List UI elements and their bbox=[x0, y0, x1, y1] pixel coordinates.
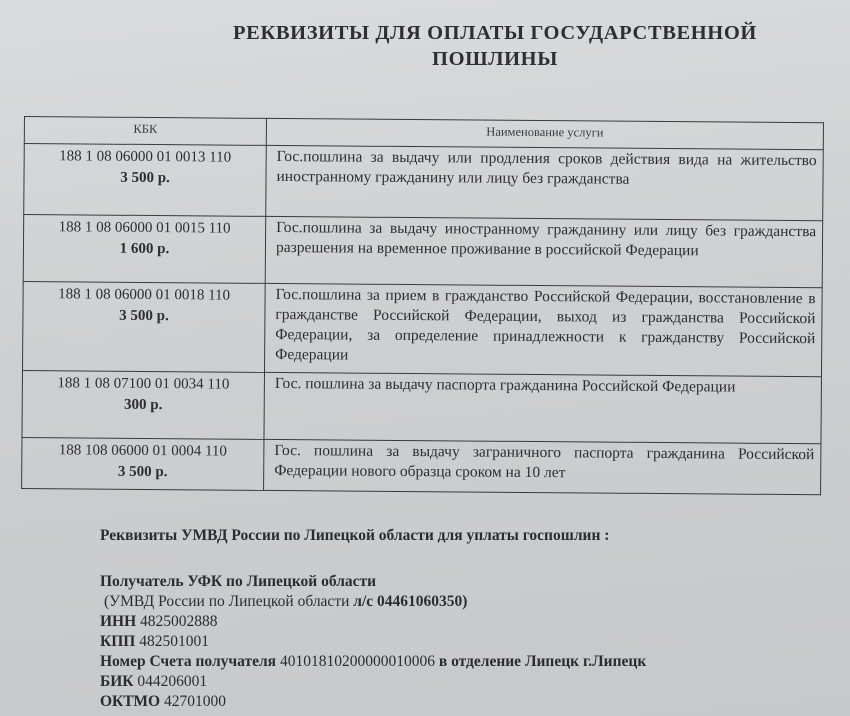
kpp-label: КПП bbox=[100, 633, 136, 650]
oktmo-line bbox=[100, 692, 840, 712]
service-name: Гос.пошлина за выдачу иностранному гражданину или лицу без гражданства разрешения на временное проживание в российской Федерации bbox=[265, 216, 823, 287]
fee-amount: 3 500 р. bbox=[120, 169, 170, 187]
kbk-cell bbox=[22, 437, 264, 490]
account-line bbox=[100, 652, 840, 672]
bik-label: БИК bbox=[100, 673, 134, 690]
fee-amount: 300 р. bbox=[124, 396, 163, 414]
table-row bbox=[22, 437, 821, 494]
inn-label: ИНН bbox=[100, 613, 137, 630]
kbk-cell bbox=[22, 370, 265, 439]
recipient-line: Получатель УФК по Липецкой области bbox=[100, 573, 377, 590]
requisites-heading: Реквизиты УМВД России по Липецкой области для уплаты госпошлин : bbox=[100, 527, 610, 544]
inn-line bbox=[100, 612, 840, 632]
inn-value: 4825002888 bbox=[140, 613, 218, 630]
kpp-value: 482501001 bbox=[139, 633, 209, 650]
kpp-line bbox=[100, 632, 840, 652]
kbk-cell bbox=[23, 215, 266, 284]
table-row bbox=[24, 144, 824, 221]
bik-line bbox=[100, 672, 840, 692]
recipient-detail-prefix: (УМВД России по Липецкой области bbox=[104, 593, 350, 610]
fees-table bbox=[21, 116, 824, 495]
account-value: 40101810200000010006 bbox=[279, 653, 435, 670]
fee-amount: 3 500 р. bbox=[119, 307, 169, 325]
bik-value: 044206001 bbox=[137, 673, 208, 690]
kbk-code: 188 108 06000 01 0004 110 bbox=[58, 442, 228, 460]
table-row bbox=[22, 370, 822, 443]
kbk-code: 188 1 08 06000 01 0018 110 bbox=[58, 286, 231, 304]
account-label: Номер Счета получателя bbox=[100, 653, 277, 670]
column-header-service: Наименование услуги bbox=[266, 118, 823, 149]
kbk-code: 188 1 08 06000 01 0015 110 bbox=[58, 219, 231, 237]
kbk-code: 188 1 08 06000 01 0013 110 bbox=[59, 148, 232, 166]
title-line-1: РЕКВИЗИТЫ ДЛЯ ОПЛАТЫ ГОСУДАРСТВЕННОЙ bbox=[233, 22, 757, 44]
service-name: Гос. пошлина за выдачу заграничного паспорта гражданина Российской Федерации нового образца сроком на 10 лет bbox=[264, 439, 821, 494]
kbk-cell bbox=[24, 144, 267, 217]
service-name: Гос. пошлина за выдачу паспорта гражданина Российской Федерации bbox=[264, 372, 822, 443]
account-suffix: в отделение Липецк г.Липецк bbox=[438, 653, 647, 670]
service-name: Гос.пошлина за выдачу или продления сроков действия вида на жительство иностранному гражданину или лицу без гражданства bbox=[266, 145, 824, 220]
table-row bbox=[23, 281, 823, 376]
recipient-account: л/с 04461060350) bbox=[353, 593, 468, 610]
kbk-code: 188 1 08 07100 01 0034 110 bbox=[57, 375, 230, 393]
service-name: Гос.пошлина за прием в гражданство Российской Федерации, восстановление в гражданстве Российской Федерации, выход из гражданства Российской Федерации, за определение принадлежности к гражданству Российской Федерации bbox=[264, 283, 822, 376]
kbk-cell bbox=[23, 281, 266, 372]
oktmo-value: 42701000 bbox=[164, 693, 226, 710]
fee-amount: 1 600 р. bbox=[119, 240, 170, 258]
column-header-kbk: КБК bbox=[24, 117, 266, 146]
payment-requisites bbox=[100, 526, 840, 712]
table-row bbox=[23, 215, 823, 288]
title-line-2: ПОШЛИНЫ bbox=[432, 48, 558, 70]
oktmo-label: ОКТМО bbox=[100, 693, 161, 710]
recipient-detail-line bbox=[100, 592, 840, 612]
fee-amount: 3 500 р. bbox=[117, 463, 168, 481]
page-title bbox=[150, 20, 840, 72]
